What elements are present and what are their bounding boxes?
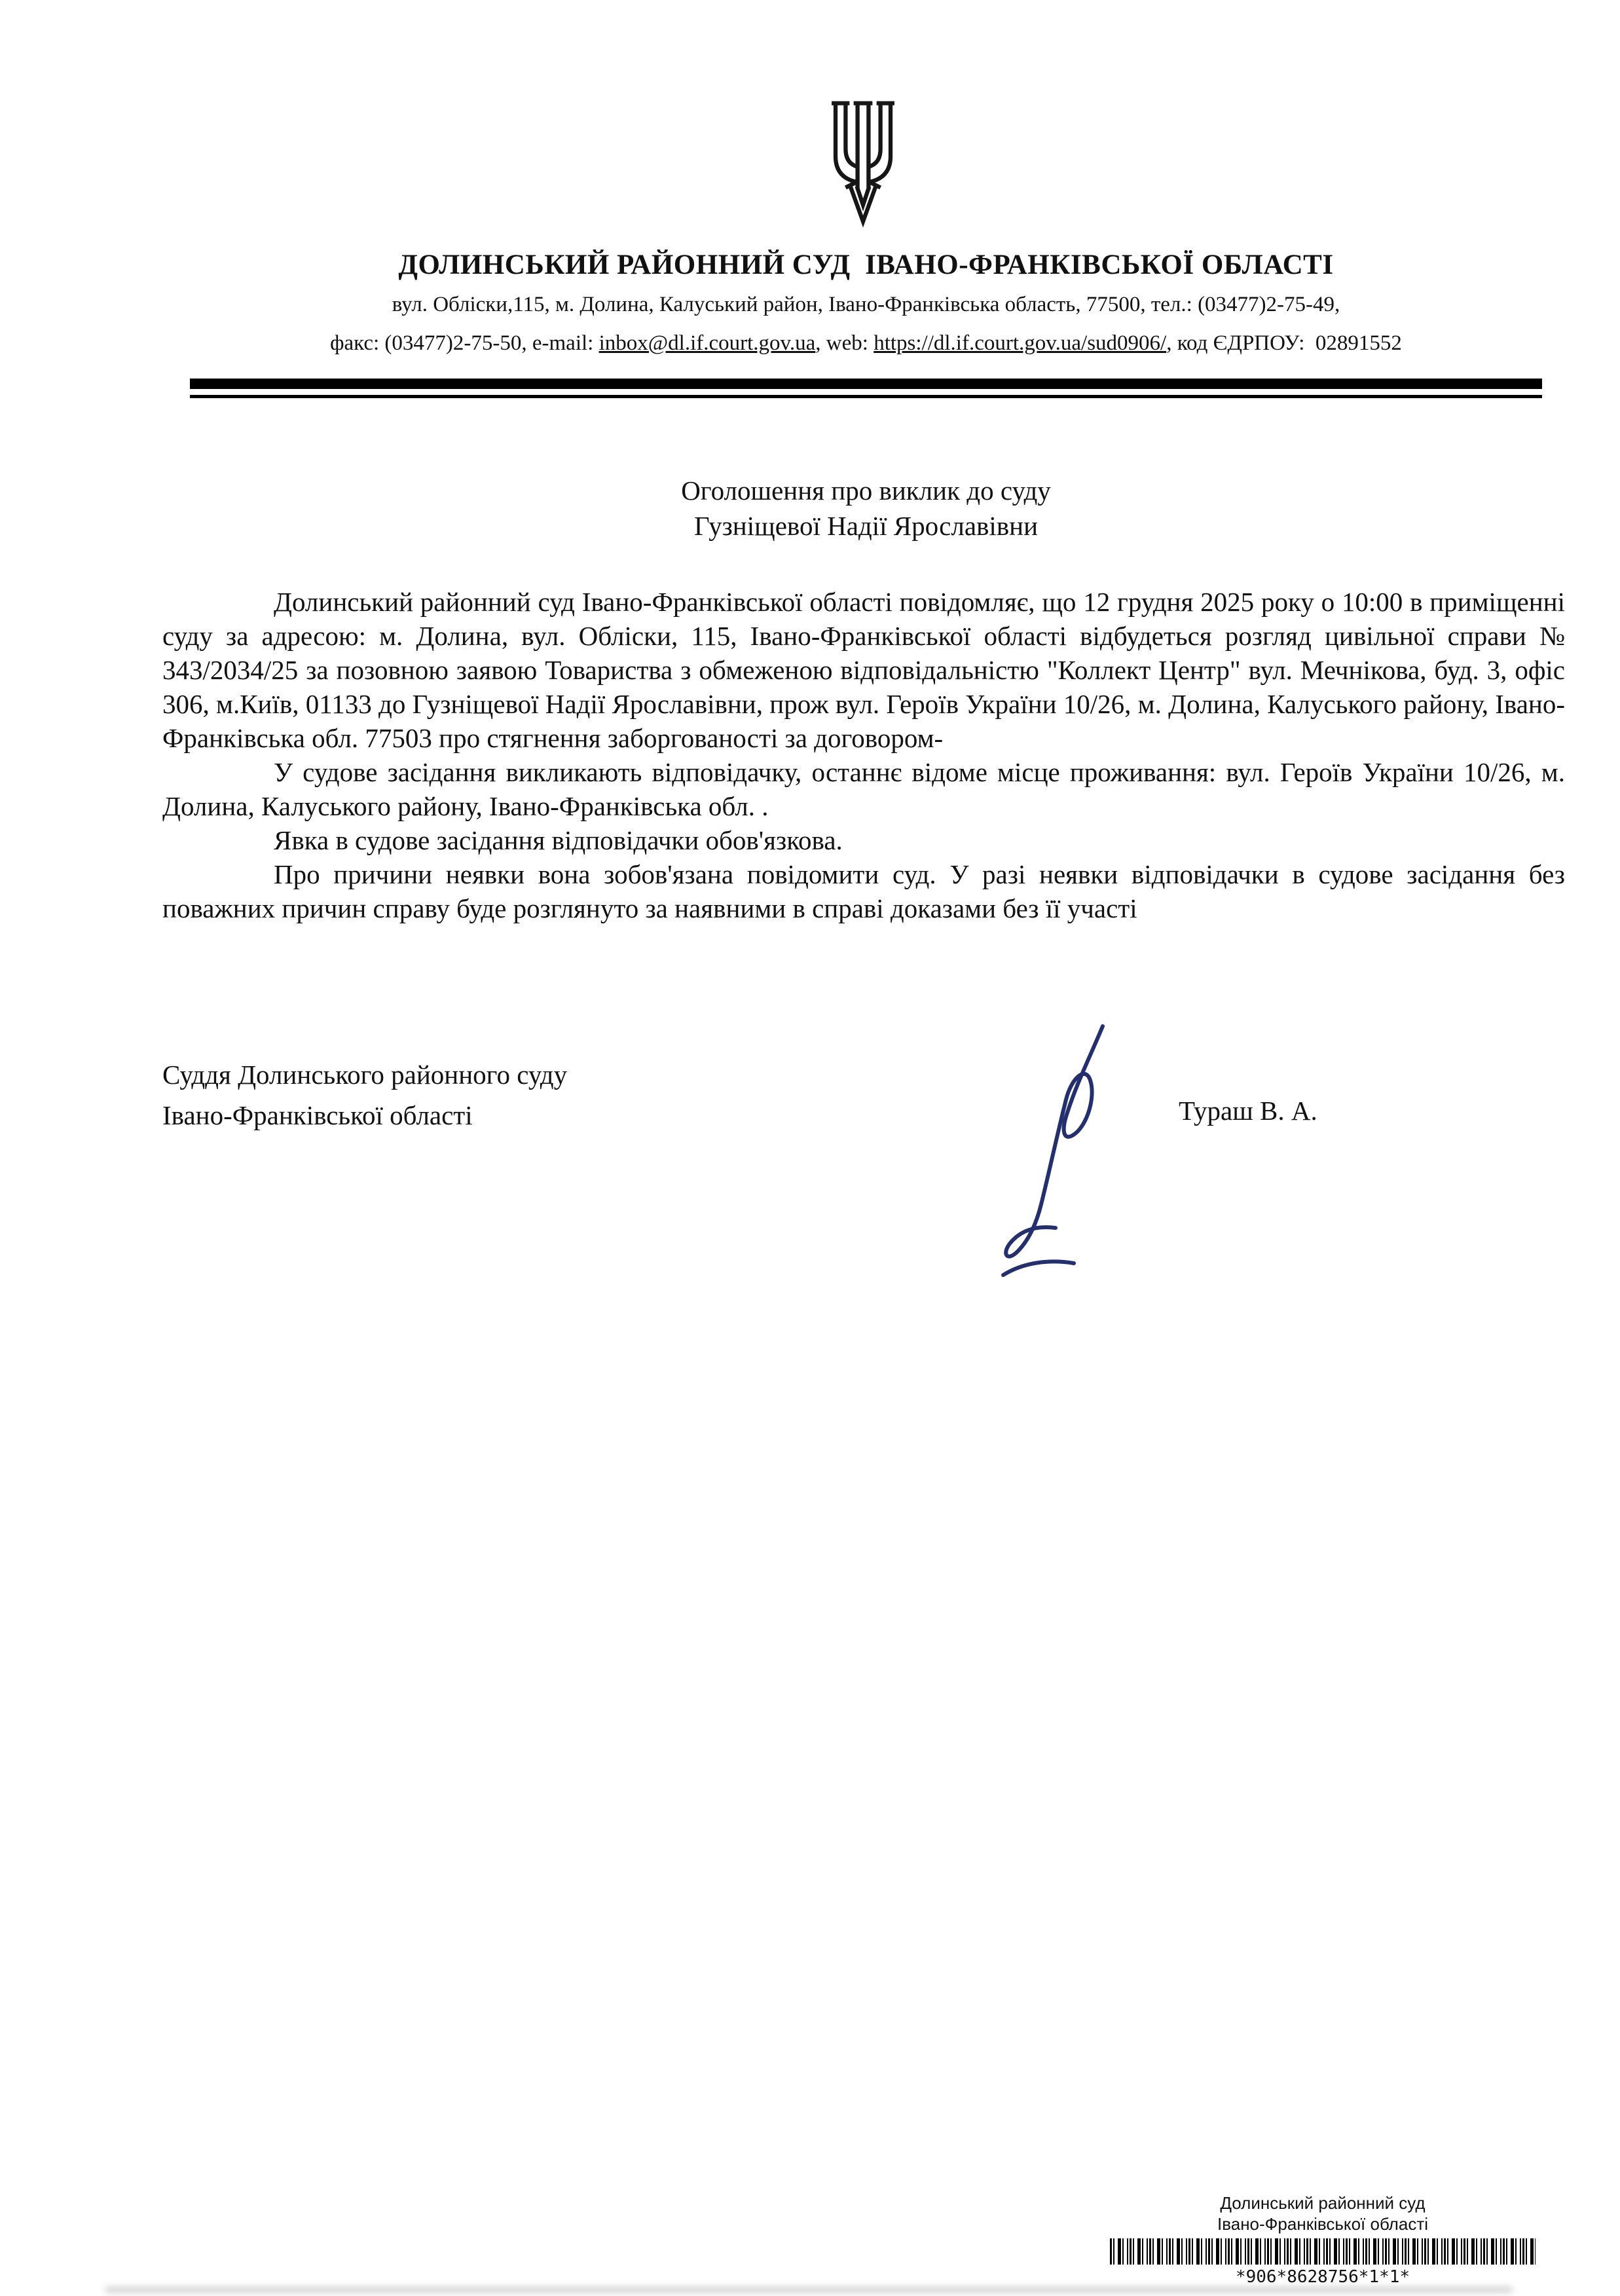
court-name: ДОЛИНСЬКИЙ РАЙОННИЙ СУД ІВАНО-ФРАНКІВСЬКОЇ ОБЛАСТІ — [398, 250, 1334, 280]
web-link: https://dl.if.court.gov.ua/sud0906/ — [874, 331, 1167, 355]
body-paragraph: Явка в судове засідання відповідачки обов'язкова. — [274, 825, 843, 855]
ukraine-trident-emblem — [817, 98, 909, 229]
judge-name: Тураш В. А. — [1179, 1096, 1317, 1126]
body-paragraph: Долинський районний суд Івано-Франківської області повідомляє, що 12 грудня 2025 року о 10:00 в приміщенні суду за адресою: м. Долина, вул. Обліски, 115, Івано-Франківської області відбудеться розгляд цивільної справи № 343/2034/25 за позовною заявою Товариства з обмеженою відповідальністю "Коллект Центр" вул. Мечнікова, буд. 3, офіс 306, м.Київ, 01133 до Гузніщевої Надії Ярославівни, прож вул. Героїв України 10/26, м. Долина, Калуського району, Івано-Франківська обл. 77503 про стягнення заборгованості за договором- — [162, 587, 1565, 753]
letterhead — [190, 249, 1542, 370]
footer-line1: Долинський районний суд — [1220, 2193, 1426, 2213]
signer-title-block — [162, 1054, 567, 1136]
footer-line2: Івано-Франківської області — [1217, 2214, 1429, 2234]
fax-label: факс: (03477)2-75-50, e-mail: — [330, 331, 599, 355]
contacts-line — [190, 331, 1542, 356]
web-label: , web: — [815, 331, 874, 355]
email-link: inbox@dl.if.court.gov.ua — [598, 331, 816, 355]
body-paragraph: Про причини неявки вона зобов'язана повідомити суд. У разі неявки відповідачки в судове засідання без поважних причин справу буде розглянуто за наявними в справі доказами без її участі — [162, 859, 1565, 923]
document-title: Оголошення про виклик до суду — [681, 475, 1051, 506]
handwritten-signature — [992, 1018, 1156, 1280]
body-paragraph: У судове засідання викликають відповідачку, останнє відоме місце проживання: вул. Героїв України 10/26, м. Долина, Калуського району, Івано-Франківська обл. . — [162, 757, 1565, 821]
addressee-name: Гузніщевої Надії Ярославівни — [693, 511, 1039, 541]
edrpou-code: , код ЄДРПОУ: 02891552 — [1166, 331, 1402, 355]
signer-title-line1: Суддя Долинського районного суду — [162, 1060, 568, 1090]
document-body — [162, 585, 1565, 925]
header-divider — [190, 379, 1542, 398]
scan-artifact — [105, 2287, 1513, 2293]
footer-court-stamp — [1110, 2193, 1536, 2234]
address-line: вул. Обліски,115, м. Долина, Калуський район, Івано-Франківська область, 77500, тел.: (03477)2-75-49, — [392, 293, 1340, 316]
tryzub-icon — [817, 98, 909, 229]
document-barcode — [1110, 2238, 1536, 2265]
title-block — [190, 473, 1542, 544]
barcode-number: *906*8628756*1*1* — [1235, 2267, 1410, 2287]
signer-title-line2: Івано-Франківської області — [162, 1100, 473, 1130]
